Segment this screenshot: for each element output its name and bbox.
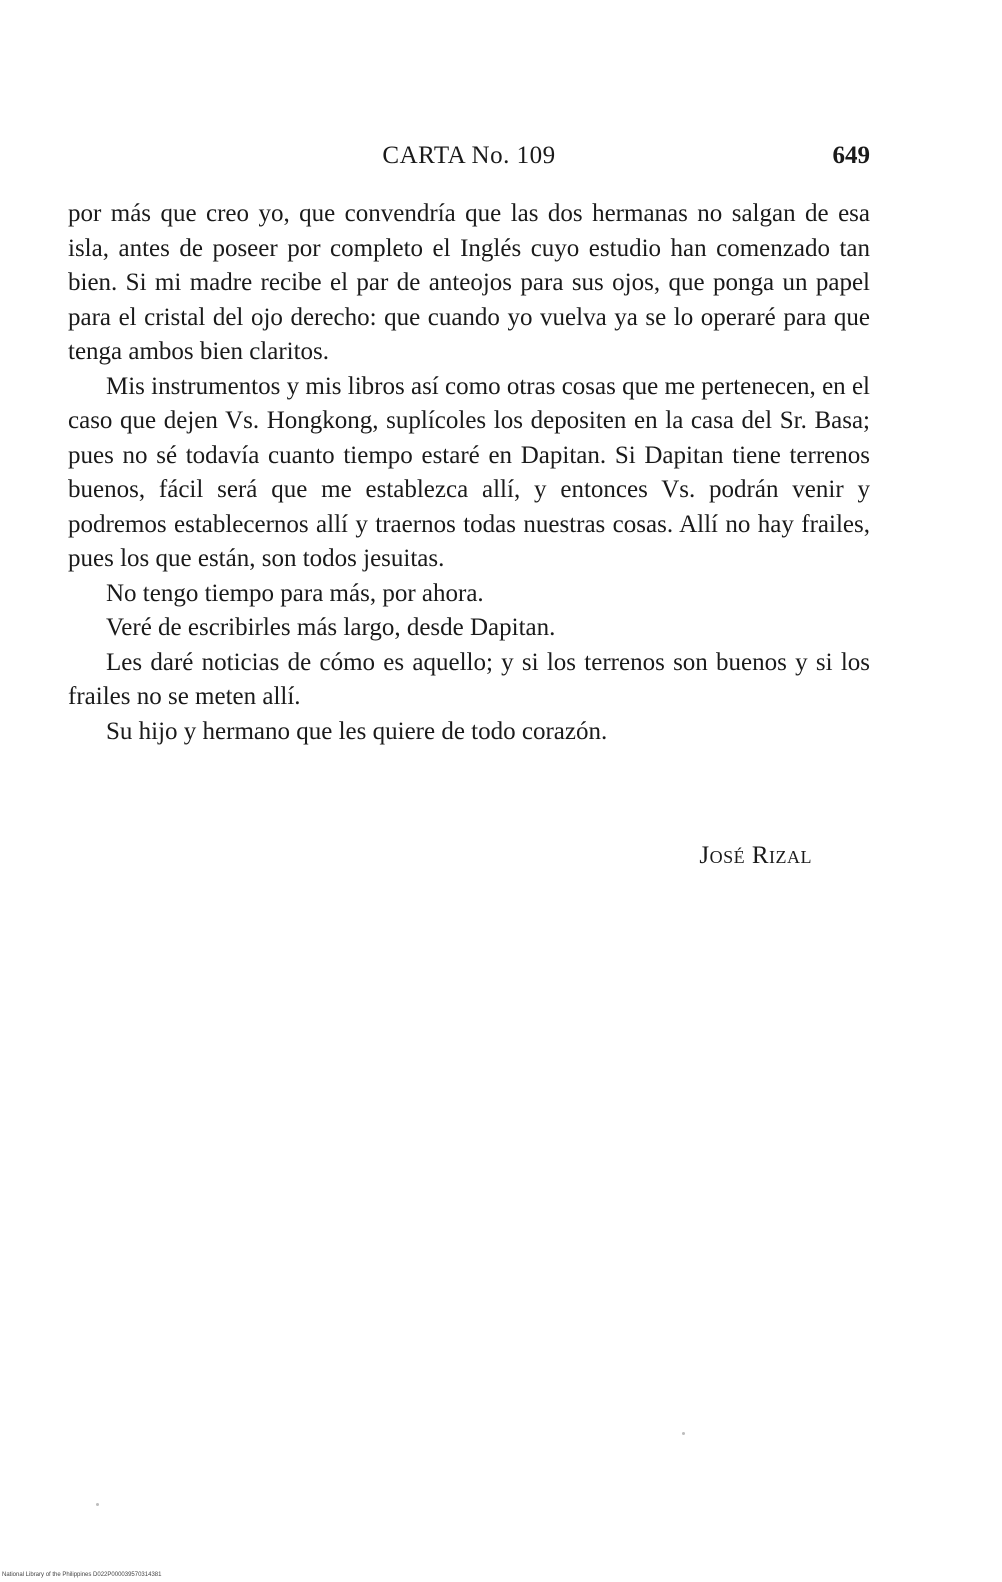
- page-number: 649: [832, 142, 870, 169]
- archive-footer: National Library of the Philippines D022P000039570314381: [2, 1572, 162, 1578]
- paragraph: Su hijo y hermano que les quiere de todo corazón.: [106, 717, 608, 745]
- letter-title: CARTA No. 109: [382, 142, 556, 169]
- paragraph: por más que creo yo, que convendría que las dos hermanas no salgan de esa isla, antes de poseer por completo el Inglés cuyo estudio han comenzado tan bien. Si mi madre recibe el par de anteojos para sus ojos, que ponga un papel para el cristal del ojo derecho: que cuando yo vuelva ya se lo operaré para que tenga ambos bien claritos.: [68, 200, 870, 365]
- running-head: [68, 142, 870, 176]
- letter-body: [68, 197, 870, 749]
- paragraph: Veré de escribirles más largo, desde Dapitan.: [106, 614, 556, 641]
- paragraph: Les daré noticias de cómo es aquello; y si los terrenos son buenos y si los frailes no se meten allí.: [68, 648, 870, 710]
- scan-speck: [682, 1432, 685, 1435]
- paragraph: No tengo tiempo para más, por ahora.: [106, 579, 484, 607]
- signature: José Rizal: [699, 842, 812, 869]
- paragraph: Mis instrumentos y mis libros así como otras cosas que me pertenecen, en el caso que dejen Vs. Hongkong, suplícoles los depositen en la casa del Sr. Basa; pues no sé todavía cuanto tiempo estaré en Dapitan. Si Dapitan tiene terrenos buenos, fácil será que me establezca allí, y entonces Vs. podrán venir y podremos establecernos allí y traernos todas nuestras cosas. Allí no hay frailes, pues los que están, son todos jesuitas.: [68, 372, 870, 572]
- scan-speck: [96, 1503, 99, 1506]
